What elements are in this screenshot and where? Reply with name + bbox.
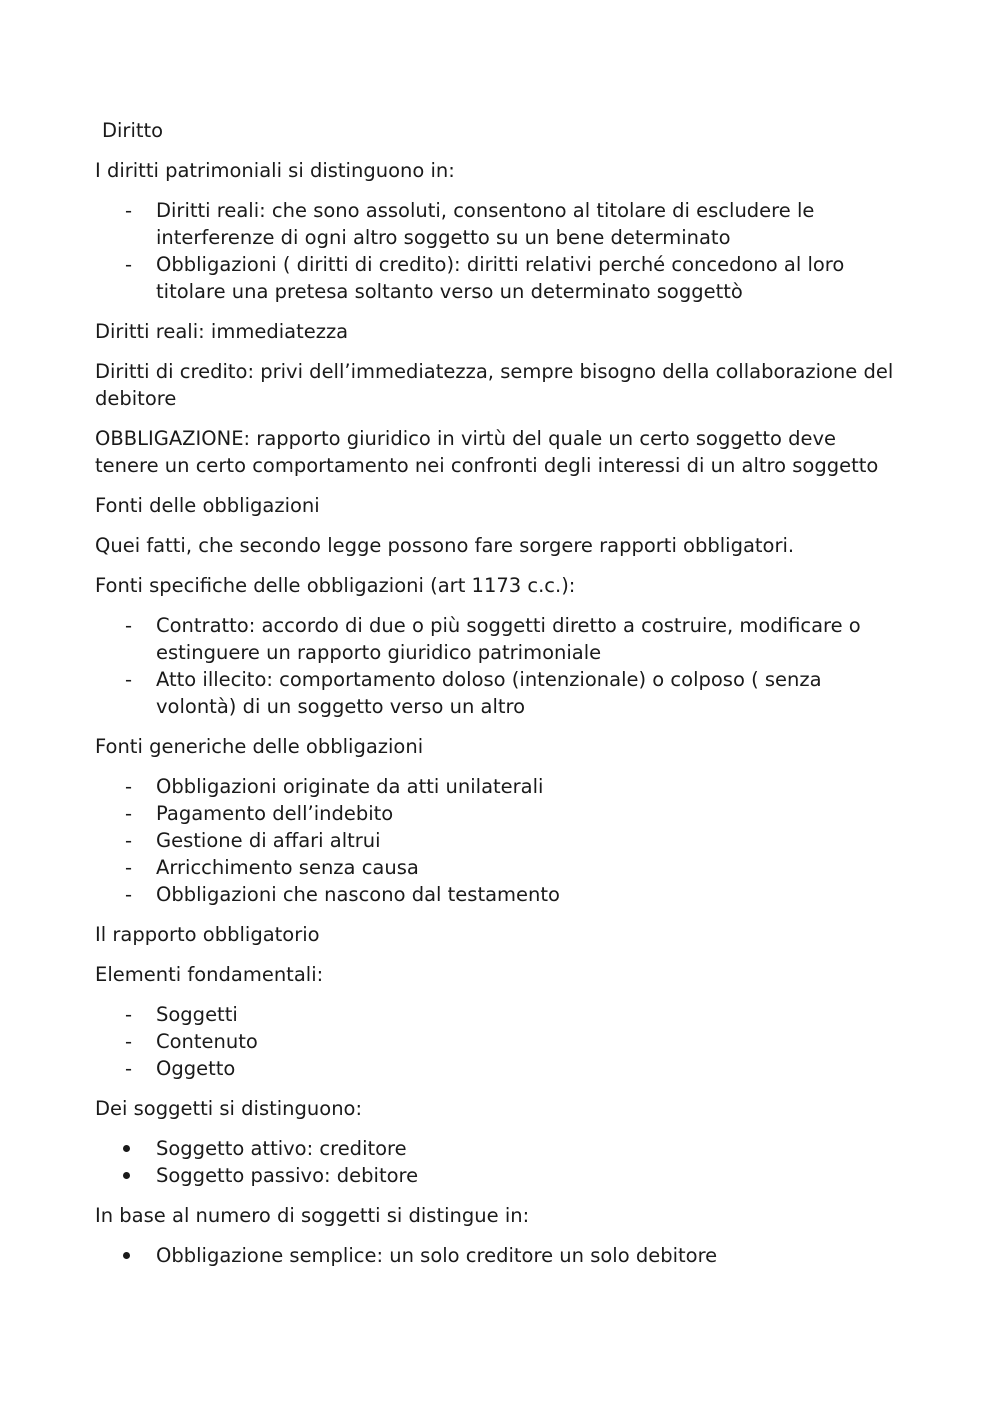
heading-rapporto-obbligatorio: Il rapporto obbligatorio bbox=[95, 923, 320, 946]
heading-soggetti: Dei soggetti si distinguono: bbox=[95, 1097, 363, 1120]
list-item: - Obbligazioni originate da atti unilaterali bbox=[125, 775, 544, 798]
dash-marker: - bbox=[125, 199, 133, 222]
list-item: - Arricchimento senza causa bbox=[125, 856, 419, 879]
list-item: - Contenuto bbox=[125, 1030, 258, 1053]
paragraph-obbligazione-definition: OBBLIGAZIONE: rapporto giuridico in virtù del quale un certo soggetto deve tenere un certo comportamento nei confronti degli interessi di un altro soggetto bbox=[95, 427, 879, 477]
dash-marker: - bbox=[125, 1057, 133, 1080]
list-diritti bbox=[95, 197, 900, 305]
paragraph-diritti-patrimoniali: I diritti patrimoniali si distinguono in: bbox=[95, 159, 455, 182]
paragraph-diritti-reali: Diritti reali: immediatezza bbox=[95, 320, 349, 343]
paragraph-fatti: Quei fatti, che secondo legge possono fare sorgere rapporti obbligatori. bbox=[95, 534, 795, 557]
heading-fonti-generiche: Fonti generiche delle obbligazioni bbox=[95, 735, 424, 758]
list-numero-soggetti bbox=[95, 1242, 900, 1269]
list-item: - Gestione di affari altrui bbox=[125, 829, 381, 852]
bullet-icon bbox=[123, 1172, 130, 1179]
document-page bbox=[95, 117, 900, 1282]
list-item: - Pagamento dell’indebito bbox=[125, 802, 394, 825]
dash-marker: - bbox=[125, 802, 133, 825]
bullet-icon bbox=[123, 1145, 130, 1152]
list-elementi bbox=[95, 1001, 900, 1082]
list-item: - Obbligazioni che nascono dal testamento bbox=[125, 883, 560, 906]
dash-marker: - bbox=[125, 883, 133, 906]
list-item: Obbligazione semplice: un solo creditore un solo debitore bbox=[95, 1242, 900, 1269]
list-soggetti bbox=[95, 1135, 900, 1189]
heading-elementi: Elementi fondamentali: bbox=[95, 963, 324, 986]
list-item: - Obbligazioni ( diritti di credito): diritti relativi perché concedono al loro titolare una pretesa soltanto verso un determinato soggettò bbox=[125, 253, 845, 303]
list-item: - Atto illecito: comportamento doloso (intenzionale) o colposo ( senza volontà) di un soggetto verso un altro bbox=[125, 668, 822, 718]
document-title: Diritto bbox=[102, 119, 164, 142]
heading-fonti-specifiche: Fonti specifiche delle obbligazioni (art 1173 c.c.): bbox=[95, 574, 576, 597]
list-item: - Diritti reali: che sono assoluti, consentono al titolare di escludere le interferenze di ogni altro soggetto su un bene determinato bbox=[125, 199, 815, 249]
bullet-icon bbox=[123, 1252, 130, 1259]
list-fonti-specifiche bbox=[95, 612, 900, 720]
list-fonti-generiche bbox=[95, 773, 900, 908]
list-item: - Oggetto bbox=[125, 1057, 236, 1080]
list-item: - Contratto: accordo di due o più soggetti diretto a costruire, modificare o estinguere un rapporto giuridico patrimoniale bbox=[125, 614, 861, 664]
dash-marker: - bbox=[125, 614, 133, 637]
list-item: Soggetto passivo: debitore bbox=[95, 1162, 900, 1189]
dash-marker: - bbox=[125, 253, 133, 276]
dash-marker: - bbox=[125, 1003, 133, 1026]
heading-fonti: Fonti delle obbligazioni bbox=[95, 494, 320, 517]
dash-marker: - bbox=[125, 668, 133, 691]
dash-marker: - bbox=[125, 775, 133, 798]
dash-marker: - bbox=[125, 856, 133, 879]
list-item: Soggetto attivo: creditore bbox=[95, 1135, 900, 1162]
list-item: - Soggetti bbox=[125, 1003, 238, 1026]
dash-marker: - bbox=[125, 829, 133, 852]
paragraph-diritti-credito: Diritti di credito: privi dell’immediatezza, sempre bisogno della collaborazione del debitore bbox=[95, 360, 894, 410]
dash-marker: - bbox=[125, 1030, 133, 1053]
heading-numero-soggetti: In base al numero di soggetti si distingue in: bbox=[95, 1204, 530, 1227]
